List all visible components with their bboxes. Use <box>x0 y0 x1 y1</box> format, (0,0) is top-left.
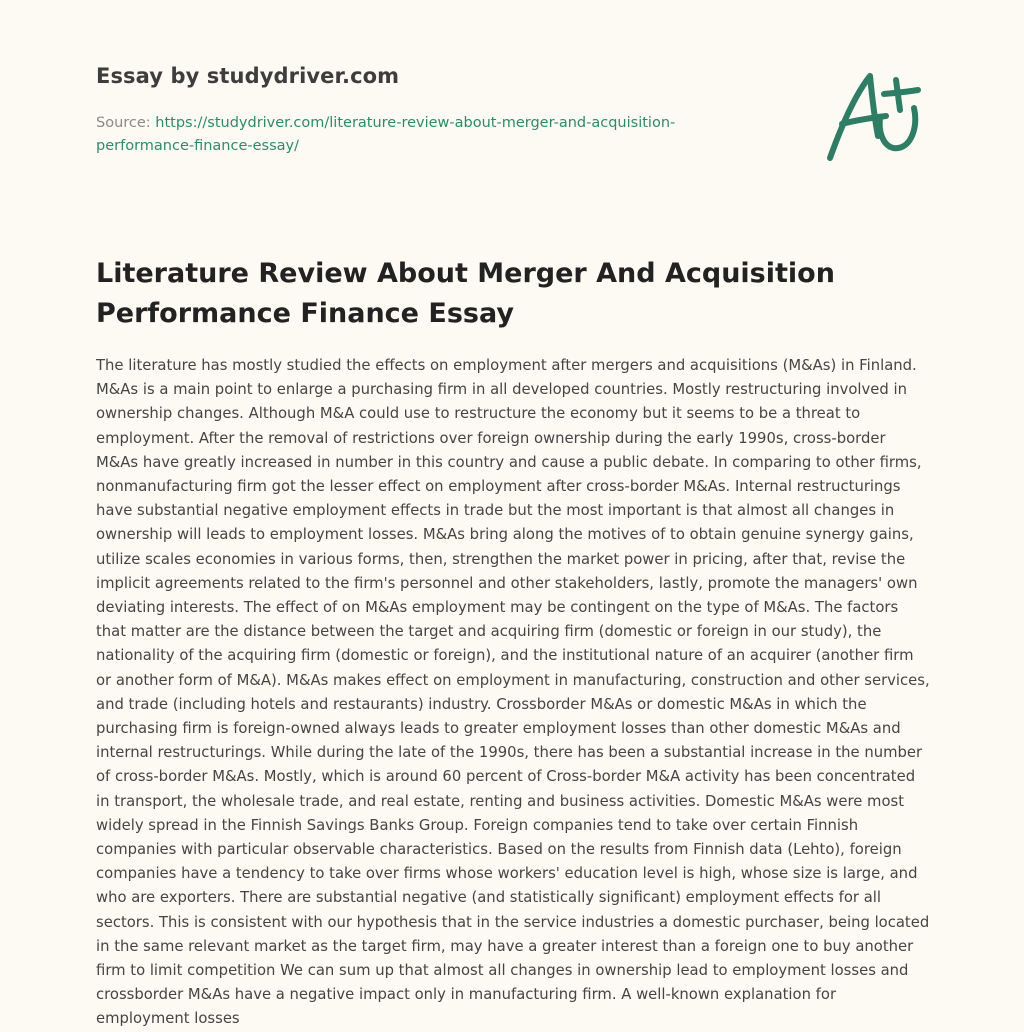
source-line <box>96 112 736 158</box>
essay-title: Literature Review About Merger And Acquisition Performance Finance Essay <box>96 258 835 329</box>
a-plus-logo-icon <box>820 66 932 166</box>
source-label: Source: <box>96 115 156 131</box>
source-link[interactable]: https://studydriver.com/literature-review-about-merger-and-acquisition-performance-finance-essay/ <box>96 115 676 154</box>
essay-body: The literature has mostly studied the effects on employment after mergers and acquisitions (M&As) in Finland. M&As is a main point to enlarge a purchasing firm in all developed countries. Mostly restructuring involved in ownership changes. Although M&A could use to restructure the economy but it seems to be a threat to employment. After the removal of restrictions over foreign ownership during the early 1990s, cross-border M&As have greatly increased in number in this country and cause a public debate. In comparing to other firms, nonmanufacturing firm got the lesser effect on employment after cross-border M&As. Internal restructurings have substantial negative employment effects in trade but the most important is that almost all changes in ownership will leads to employment losses. M&As bring along the motives of to obtain genuine synergy gains, utilize scales economies in various forms, then, strengthen the market power in pricing, after that, revise the implicit agreements related to the firm's personnel and other stakeholders, lastly, promote the managers' own deviating interests. The effect of on M&As employment may be contingent on the type of M&As. The factors that matter are the distance between the target and acquiring firm (domestic or foreign in our study), the nationality of the acquiring firm (domestic or foreign), and the institutional nature of an acquirer (another firm or another form of M&A). M&As makes effect on employment in manufacturing, construction and other services, and trade (including hotels and restaurants) industry. Crossborder M&As or domestic M&As in which the purchasing firm is foreign-owned always leads to greater employment losses than other domestic M&As and internal restructurings. While during the late of the 1990s, there has been a substantial increase in the number of cross-border M&As. Mostly, which is around 60 percent of Cross-border M&A activity has been concentrated in transport, the wholesale trade, and real estate, renting and business activities. Domestic M&As were most widely spread in the Finnish Savings Banks Group. Foreign companies tend to take over certain Finnish companies with particular observable characteristics. Based on the results from Finnish data (Lehto), foreign companies have a tendency to take over firms whose workers' education level is high, whose size is large, and who are exporters. There are substantial negative (and statistically significant) employment effects for all sectors. This is consistent with our hypothesis that in the service industries a domestic purchaser, being located in the same relevant market as the target firm, may have a greater interest than a foreign one to buy another firm to limit competition We can sum up that almost all changes in ownership lead to employment losses and crossborder M&As have a negative impact only in manufacturing firm. A well-known explanation for employment losses <box>96 357 930 1028</box>
site-title: Essay by studydriver.com <box>96 64 400 88</box>
